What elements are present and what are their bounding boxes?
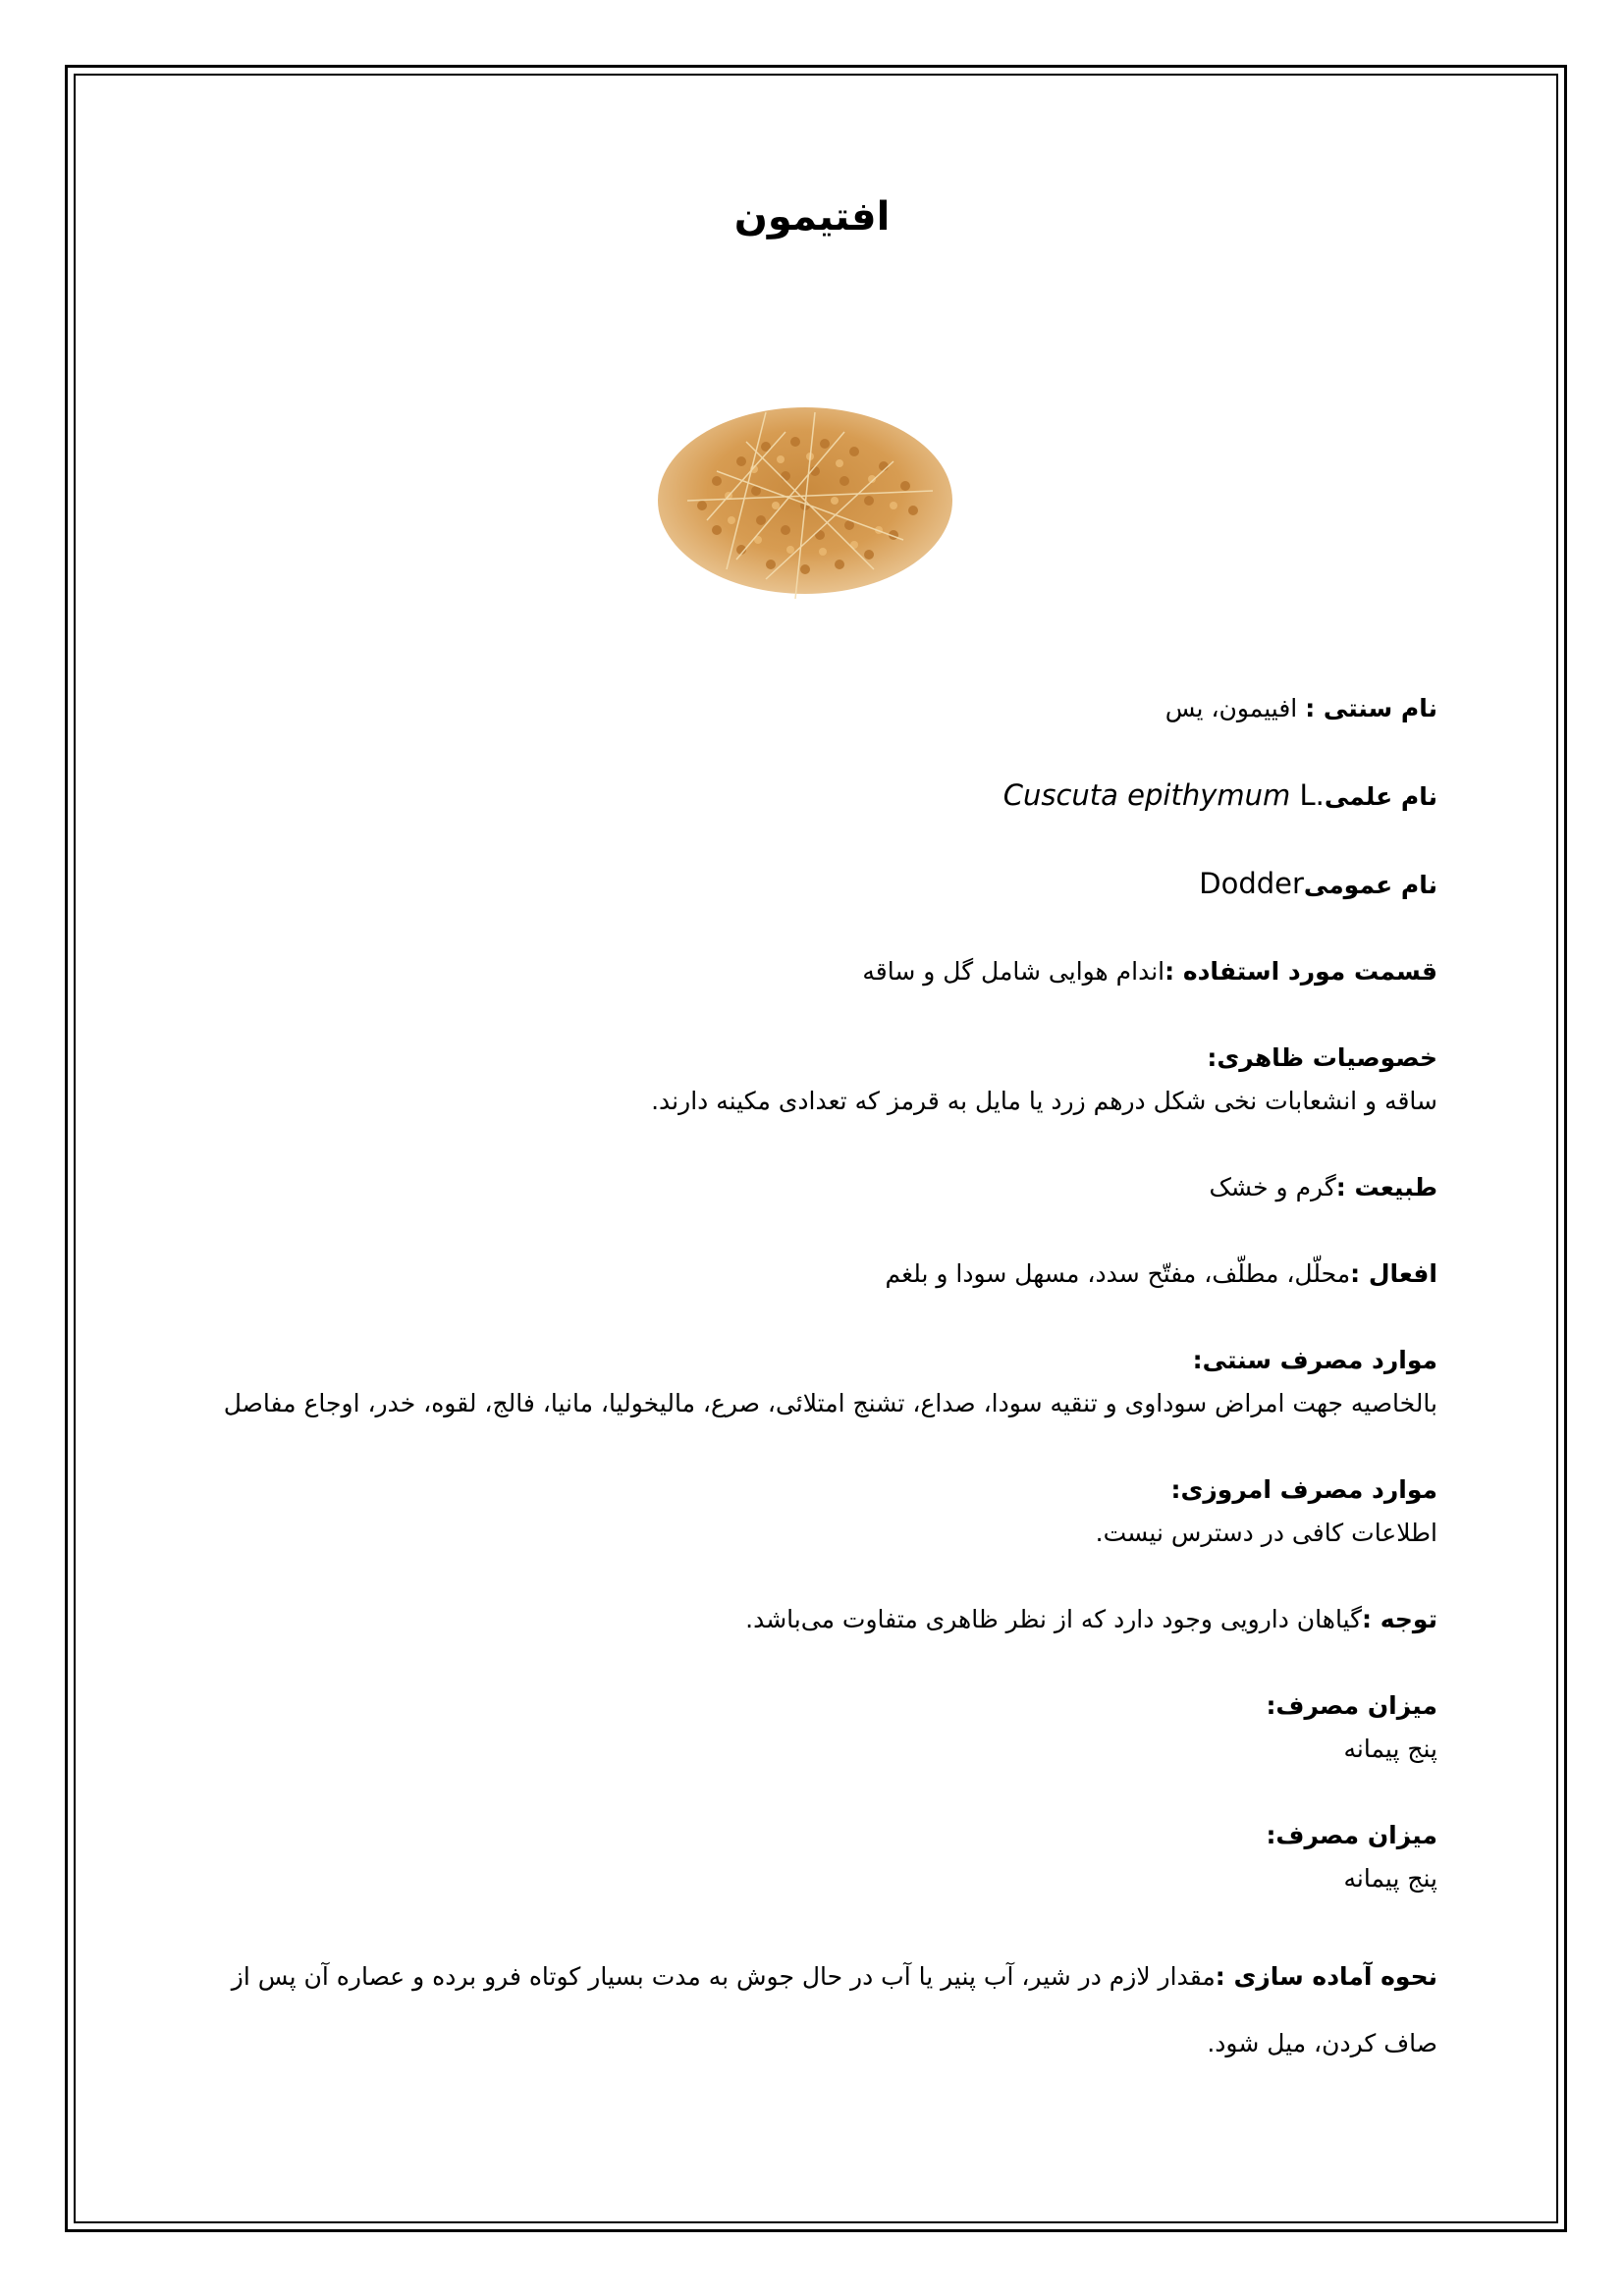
common-name-label: نام عمومی: [1303, 871, 1437, 899]
note-value: گیاهان دارویی وجود دارد که از نظر ظاهری متفاوت می‌باشد.: [745, 1605, 1363, 1633]
scientific-name-binomial: Cuscuta epithymum: [1002, 778, 1291, 812]
dosage-heading-1: میزان مصرف:: [1266, 1691, 1437, 1720]
actions-value: محلّل، مطلّف، مفتّح سدد، مسهل سودا و بلغم: [885, 1259, 1351, 1288]
document-body: [181, 687, 1437, 2077]
note-label: توجه :: [1362, 1605, 1437, 1633]
preparation-label: نحوه آماده سازی :: [1215, 1962, 1437, 1991]
traditional-name-label: نام سنتی :: [1305, 694, 1437, 722]
appearance-heading: خصوصیات ظاهری:: [1207, 1043, 1437, 1072]
document-title: افتیمون: [733, 194, 891, 240]
dodder-seed-image: [648, 373, 962, 618]
dosage-text-2: پنج پیمانه: [1343, 1864, 1437, 1893]
traditional-name-line: [181, 687, 1437, 730]
modern-uses-heading: موارد مصرف امروزی:: [1170, 1475, 1437, 1504]
traditional-name-value: افییمون، یس: [1164, 694, 1306, 722]
common-name-value: Dodder: [1199, 867, 1304, 900]
modern-uses-text: اطلاعات کافی در دسترس نیست.: [1095, 1519, 1437, 1547]
part-used-label: قسمت مورد استفاده :: [1164, 957, 1437, 986]
part-used-value: اندام هوایی شامل گل و ساقه: [862, 957, 1165, 986]
preparation-line: [181, 1944, 1437, 2077]
appearance-text: ساقه و انشعابات نخی شکل درهم زرد یا مایل به قرمز که تعدادی مکینه دارند.: [651, 1087, 1437, 1115]
traditional-uses-heading: موارد مصرف سنتی:: [1192, 1346, 1437, 1374]
scientific-name-value: [1003, 778, 1325, 812]
actions-label: افعال :: [1350, 1259, 1437, 1288]
nature-value: گرم و خشک: [1209, 1173, 1336, 1201]
dosage-heading-2: میزان مصرف:: [1266, 1821, 1437, 1849]
common-name-line: [181, 862, 1437, 907]
note-line: [181, 1598, 1437, 1641]
nature-line: [181, 1166, 1437, 1209]
actions-line: [181, 1253, 1437, 1296]
part-used-line: [181, 950, 1437, 993]
preparation-value: مقدار لازم در شیر، آب پنیر یا آب در حال جوش به مدت بسیار کوتاه فرو برده و عصاره آن پس از صاف کردن، میل شود.: [231, 1962, 1437, 2057]
scientific-name-line: [181, 774, 1437, 819]
traditional-uses-text: بالخاصیه جهت امراض سوداوی و تنقیه سودا، صداع، تشنج امتلائی، صرع، مالیخولیا، مانیا، فالج، لقوه، خدر، اوجاع مفاصل: [223, 1389, 1437, 1417]
nature-label: طبیعت :: [1335, 1173, 1437, 1201]
scientific-name-author: L.: [1290, 778, 1325, 812]
dosage-text-1: پنج پیمانه: [1343, 1735, 1437, 1763]
scientific-name-label: نام علمی: [1324, 782, 1437, 811]
